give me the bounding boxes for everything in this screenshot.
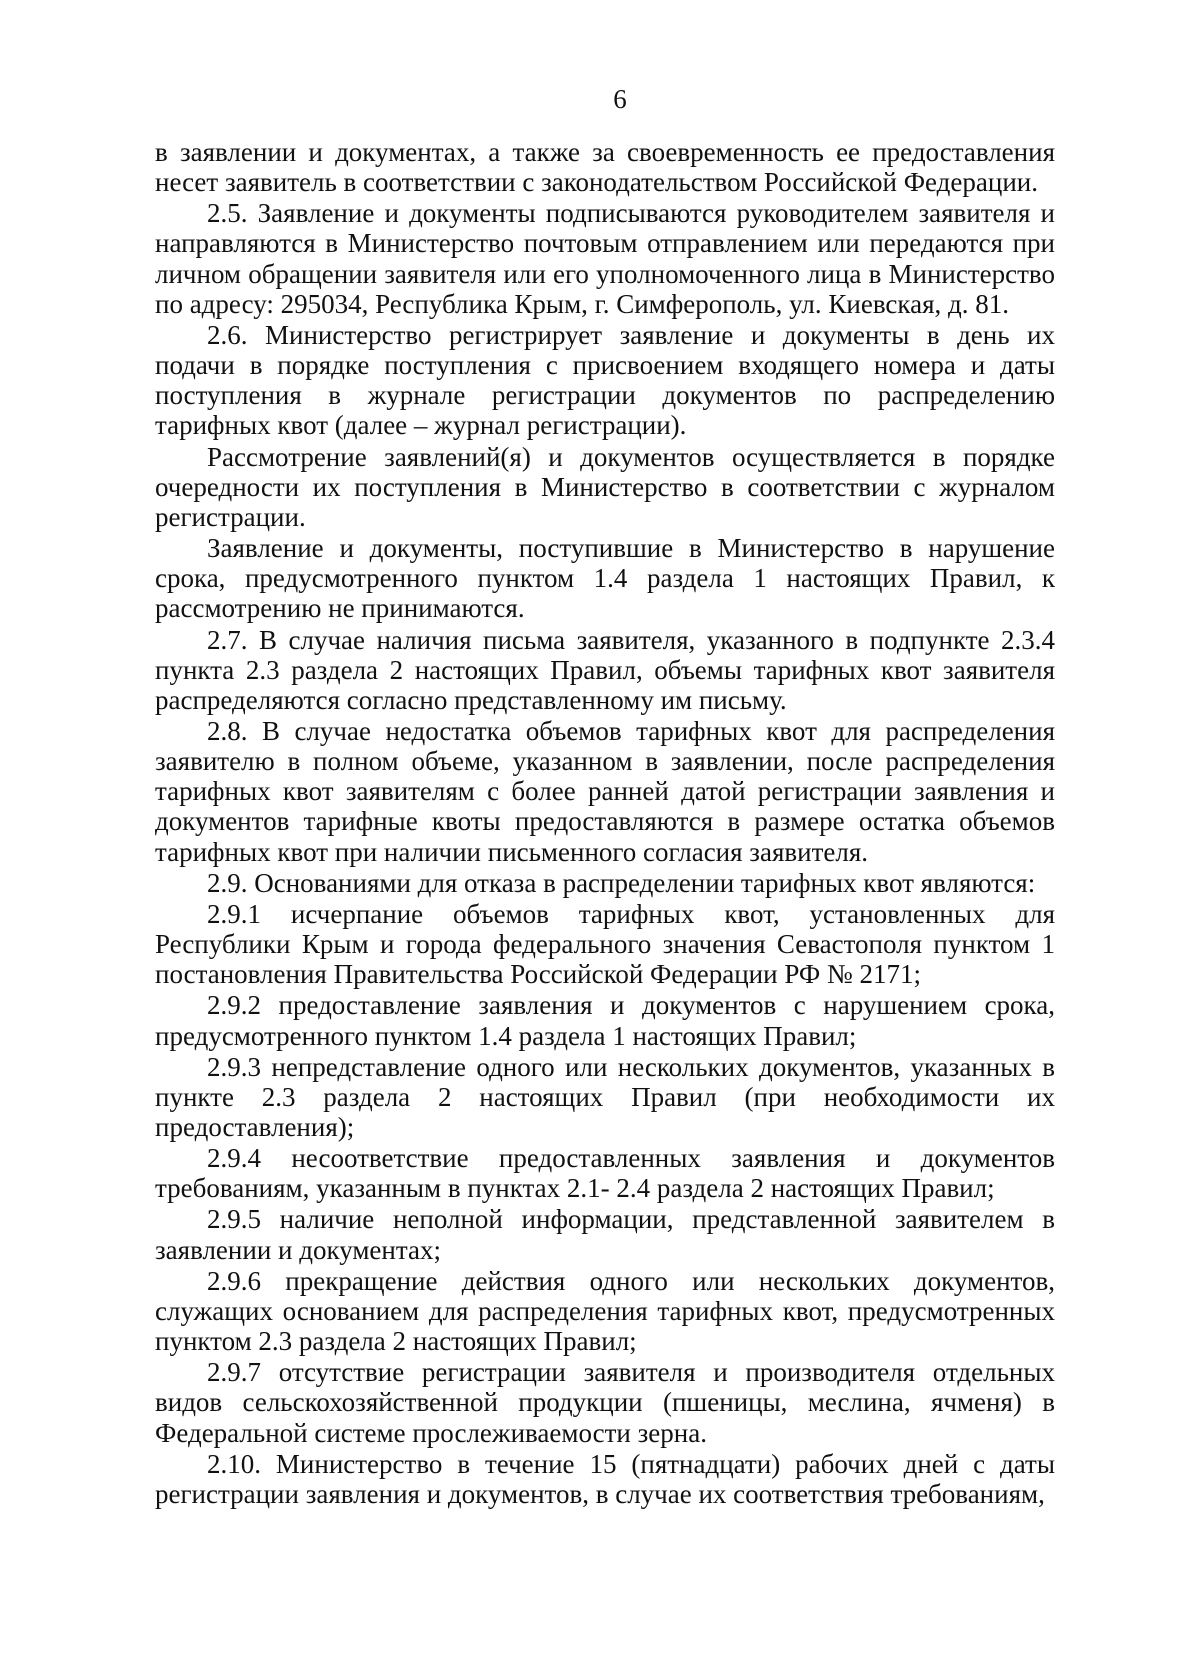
paragraph: 2.9.4 несоответствие предоставленных заявления и документов требованиям, указанным в пунктах 2.1- 2.4 раздела 2 настоящих Правил; [155, 1143, 1055, 1204]
paragraph: в заявлении и документах, а также за своевременность ее предоставления несет заявитель в соответствии с законодательством Российской Федерации. [155, 137, 1055, 198]
paragraph: 2.9. Основаниями для отказа в распределении тарифных квот являются: [207, 867, 1036, 898]
page-number: 6 [613, 84, 627, 114]
paragraph: Рассмотрение заявлений(я) и документов осуществляется в порядке очередности их поступления в Министерство в соответствии с журналом регистрации. [155, 441, 1055, 532]
paragraph: 2.6. Министерство регистрирует заявление и документы в день их подачи в порядке поступления с присвоением входящего номера и даты поступления в журнале регистрации документов по распределению тарифных квот (далее – журнал регистрации). [155, 319, 1055, 441]
document-body [155, 137, 1055, 1510]
paragraph: 2.9.2 предоставление заявления и документов с нарушением срока, предусмотренного пунктом 1.4 раздела 1 настоящих Правил; [155, 990, 1055, 1051]
paragraph: 2.10. Министерство в течение 15 (пятнадцати) рабочих дней с даты регистрации заявления и документов, в случае их соответствия требованиям, [155, 1448, 1055, 1509]
paragraph: 2.7. В случае наличия письма заявителя, указанного в подпункте 2.3.4 пункта 2.3 раздела 2 настоящих Правил, объемы тарифных квот заявителя распределяются согласно представленному им письму. [155, 624, 1055, 715]
paragraph: 2.9.5 наличие неполной информации, представленной заявителем в заявлении и документах; [155, 1204, 1055, 1265]
paragraph: 2.9.1 исчерпание объемов тарифных квот, установленных для Республики Крым и города федерального значения Севастополя пунктом 1 постановления Правительства Российской Федерации РФ № 2171; [155, 898, 1055, 990]
paragraph: 2.9.3 непредставление одного или нескольких документов, указанных в пункте 2.3 раздела 2 настоящих Правил (при необходимости их предоставления); [155, 1051, 1055, 1142]
paragraph: 2.9.6 прекращение действия одного или нескольких документов, служащих основанием для распределения тарифных квот, предусмотренных пунктом 2.3 раздела 2 настоящих Правил; [155, 1265, 1055, 1357]
paragraph: Заявление и документы, поступившие в Министерство в нарушение срока, предусмотренного пунктом 1.4 раздела 1 настоящих Правил, к рассмотрению не принимаются. [155, 533, 1055, 624]
paragraph: 2.9.7 отсутствие регистрации заявителя и производителя отдельных видов сельскохозяйственной продукции (пшеницы, меслина, ячменя) в Федеральной системе прослеживаемости зерна. [155, 1357, 1055, 1448]
paragraph: 2.8. В случае недостатка объемов тарифных квот для распределения заявителю в полном объеме, указанном в заявлении, после распределения тарифных квот заявителям с более ранней датой регистрации заявления и документов тарифные квоты предоставляются в размере остатка объемов тарифных квот при наличии письменного согласия заявителя. [155, 715, 1055, 867]
paragraph: 2.5. Заявление и документы подписываются руководителем заявителя и направляются в Министерство почтовым отправлением или передаются при личном обращении заявителя или его уполномоченного лица в Министерство по адресу: 295034, Республика Крым, г. Симферополь, ул. Киевская, д. 81. [155, 198, 1055, 319]
